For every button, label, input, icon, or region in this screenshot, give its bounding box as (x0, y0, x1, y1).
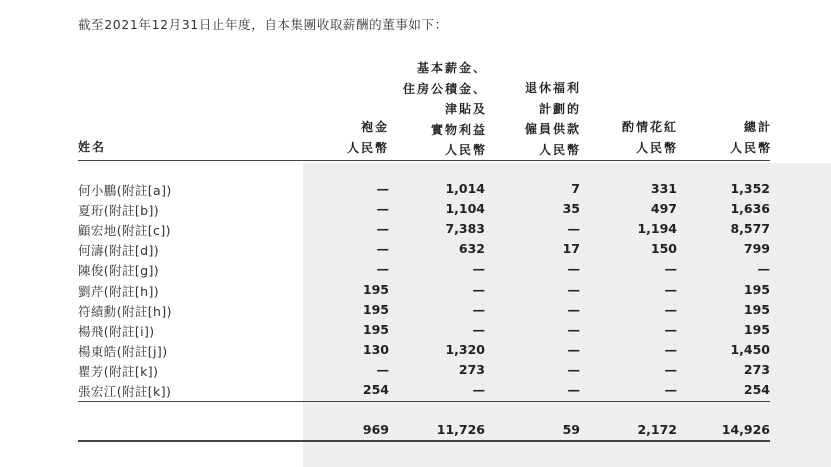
cell-fees: 195 (362, 301, 389, 317)
header-pension (525, 78, 581, 160)
cell-salary: — (472, 301, 485, 317)
table-row (78, 362, 770, 382)
header-rule (78, 160, 770, 161)
cell-pension: — (567, 321, 580, 337)
cell-bonus: — (664, 321, 677, 337)
header-salary (403, 58, 487, 161)
director-name: 陳俊(附註[g]) (78, 263, 160, 279)
header-name: 姓名 (78, 140, 107, 154)
cell-pension: — (567, 261, 580, 277)
header-line: 總計 (743, 120, 772, 134)
header-line: 酌情花紅 (621, 120, 678, 134)
table-row (78, 181, 770, 201)
cell-fees: — (376, 221, 389, 237)
director-name: 何小鵬(附註[a]) (78, 183, 172, 198)
header-line: 人民幣 (729, 140, 772, 155)
cell-salary: — (472, 382, 485, 397)
cell-fees: 195 (362, 281, 389, 297)
header-total (730, 117, 772, 158)
cell-bonus: — (664, 361, 677, 377)
director-name: 楊飛(附註[i]) (78, 323, 155, 339)
table-row (78, 261, 770, 281)
director-name: 顧宏地(附註[c]) (78, 223, 171, 239)
header-line: 實物利益 (430, 122, 487, 137)
cell-total: 1,352 (730, 181, 770, 196)
cell-pension: — (567, 382, 580, 397)
director-name: 劉芹(附註[h]) (78, 283, 160, 299)
cell-fees: — (376, 261, 389, 277)
cell-bonus: 1,194 (637, 221, 677, 237)
intro-text: 截至2021年12月31日止年度，自本集團收取薪酬的董事如下： (78, 17, 448, 32)
cell-salary: — (472, 281, 485, 297)
cell-total: 8,577 (730, 221, 770, 237)
director-name: 楊東皓(附註[j]) (78, 343, 168, 359)
cell-pension: 17 (562, 241, 580, 257)
cell-salary: 7,383 (445, 221, 485, 237)
director-name: 何濤(附註[d]) (78, 243, 160, 259)
cell-pension: — (567, 361, 580, 377)
header-line: 計劃的 (538, 101, 581, 116)
cell-bonus: — (664, 281, 677, 297)
cell-salary: 273 (458, 361, 485, 377)
cell-salary: — (472, 261, 485, 277)
total-salary: 11,726 (436, 422, 485, 437)
director-name: 夏珩(附註[b]) (78, 203, 160, 219)
table-row (78, 201, 770, 221)
cell-total: 273 (743, 361, 770, 377)
cell-total: 1,450 (730, 341, 770, 357)
cell-bonus: — (664, 301, 677, 317)
table-row (78, 282, 770, 302)
cell-fees: — (376, 361, 389, 377)
table-row (78, 302, 770, 322)
header-line: 住房公積金、 (402, 81, 487, 96)
cell-pension: — (567, 281, 580, 297)
header-line: 基本薪金、 (416, 61, 487, 75)
cell-pension: — (567, 341, 580, 357)
header-fees (347, 117, 389, 158)
header-line: 袍金 (360, 120, 389, 134)
cell-fees: 195 (362, 321, 389, 337)
cell-fees: 130 (362, 341, 389, 357)
header-bonus (622, 117, 678, 158)
table-row (78, 342, 770, 362)
cell-bonus: — (664, 341, 677, 357)
table-row (78, 382, 770, 402)
cell-salary: 1,014 (445, 181, 485, 196)
header-line: 退休福利 (524, 81, 581, 95)
cell-total: 195 (743, 301, 770, 317)
cell-total: 254 (743, 382, 770, 397)
header-line: 人民幣 (538, 142, 581, 157)
cell-total: 195 (743, 281, 770, 297)
cell-fees: 254 (362, 382, 389, 397)
header-line: 僱員供款 (524, 122, 581, 136)
director-name: 符績勳(附註[h]) (78, 303, 172, 319)
cell-bonus: — (664, 382, 677, 397)
cell-salary: 632 (458, 241, 485, 257)
cell-total: 1,636 (730, 201, 770, 217)
cell-fees: — (376, 181, 389, 196)
header-line: 津貼及 (444, 102, 487, 116)
header-line: 人民幣 (635, 140, 678, 155)
header-line: 人民幣 (346, 140, 389, 155)
table-row (78, 241, 770, 261)
subtotal-rule (78, 401, 770, 402)
cell-total: 195 (743, 321, 770, 337)
total-fees: 969 (362, 422, 389, 437)
cell-pension: — (567, 301, 580, 317)
director-name: 瞿芳(附註[k]) (78, 363, 159, 379)
cell-total: — (757, 261, 770, 277)
cell-pension: 7 (571, 181, 580, 196)
cell-fees: — (376, 201, 389, 217)
header-line: 人民幣 (444, 143, 487, 157)
cell-pension: 35 (562, 201, 580, 217)
cell-bonus: 150 (650, 241, 677, 257)
cell-total: 799 (743, 241, 770, 257)
cell-bonus: 331 (650, 181, 677, 196)
cell-salary: 1,104 (445, 201, 485, 217)
cell-fees: — (376, 241, 389, 257)
cell-pension: — (567, 221, 580, 237)
total-bonus: 2,172 (637, 422, 677, 437)
total-total: 14,926 (721, 422, 770, 437)
director-name: 張宏江(附註[k]) (78, 384, 172, 399)
table-row (78, 322, 770, 342)
total-rule (78, 440, 770, 442)
cell-bonus: — (664, 261, 677, 277)
cell-salary: — (472, 321, 485, 337)
table-row (78, 221, 770, 241)
cell-bonus: 497 (650, 201, 677, 217)
cell-salary: 1,320 (445, 341, 485, 357)
total-pension: 59 (562, 422, 580, 437)
total-row (78, 422, 770, 442)
